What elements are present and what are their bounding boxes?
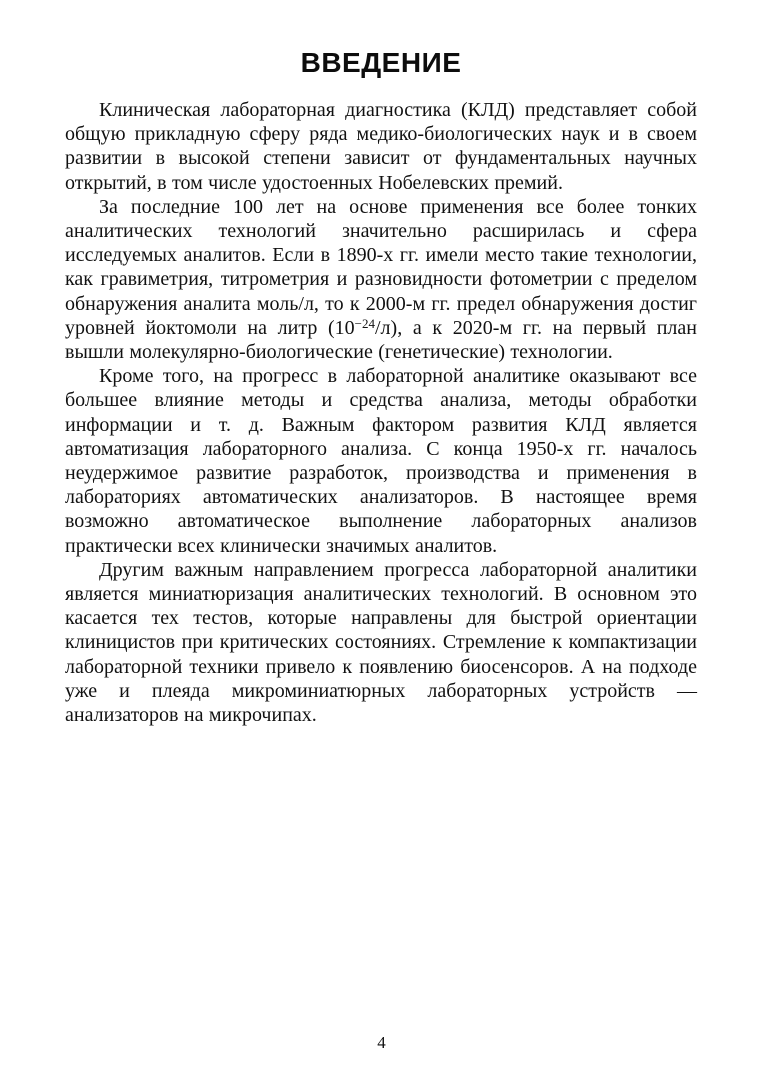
page-title: ВВЕДЕНИЕ [300, 47, 462, 78]
superscript-exponent: −24 [354, 315, 375, 331]
page-number: 4 [377, 1033, 386, 1052]
paragraph-1: Клиническая лабораторная диагностика (КЛД) представляет собой общую прикладную сферу ряда медико-биологических наук и в своем развитии в высокой степени зависит от фундаментальных научных открытий, в том числе удостоенных Нобелевских премий. [65, 99, 697, 194]
paragraph-2 [65, 195, 697, 364]
paragraph-4: Другим важным направлением прогресса лабораторной аналитики является миниатюризация аналитических технологий. В основном это касается тех тестов, которые направлены для быстрой ориентации клиницистов при критических состояниях. Стремление к компактизации лабораторной техники привело к появлению биосенсоров. А на подходе уже и плеяда микроминиатюрных лабораторных устройств — анализаторов на микрочипах. [65, 558, 697, 727]
paragraph-3: Кроме того, на прогресс в лабораторной аналитике оказывают все большее влияние методы и средства анализа, методы обработки информации и т. д. Важным фактором развития КЛД является автоматизация лабораторного анализа. С конца 1950-х гг. началось неудержимое развитие разработок, производства и применения в лабораториях автоматических анализаторов. В настоящее время возможно автоматическое выполнение лабораторных анализов практически всех клинически значимых аналитов. [65, 365, 697, 557]
page-content [65, 98, 697, 727]
paragraph-2-text-after-superscript: /л), а к 2020-м гг. на первый план вышли молекулярно-биологические (генетические) технологии. [65, 316, 697, 364]
paragraph-2-text-before-superscript: За последние 100 лет на основе применения все более тонких аналитических технологий значительно расширилась и сфера исследуемых аналитов. Если в 1890-х гг. имели место такие технологии, как гравиметрия, титрометрия и разновидности фотометрии с пределом обнаружения аналита моль/л, то к 2000-м гг. предел обнаружения достиг уровней йоктомоли на литр (10 [65, 195, 697, 339]
